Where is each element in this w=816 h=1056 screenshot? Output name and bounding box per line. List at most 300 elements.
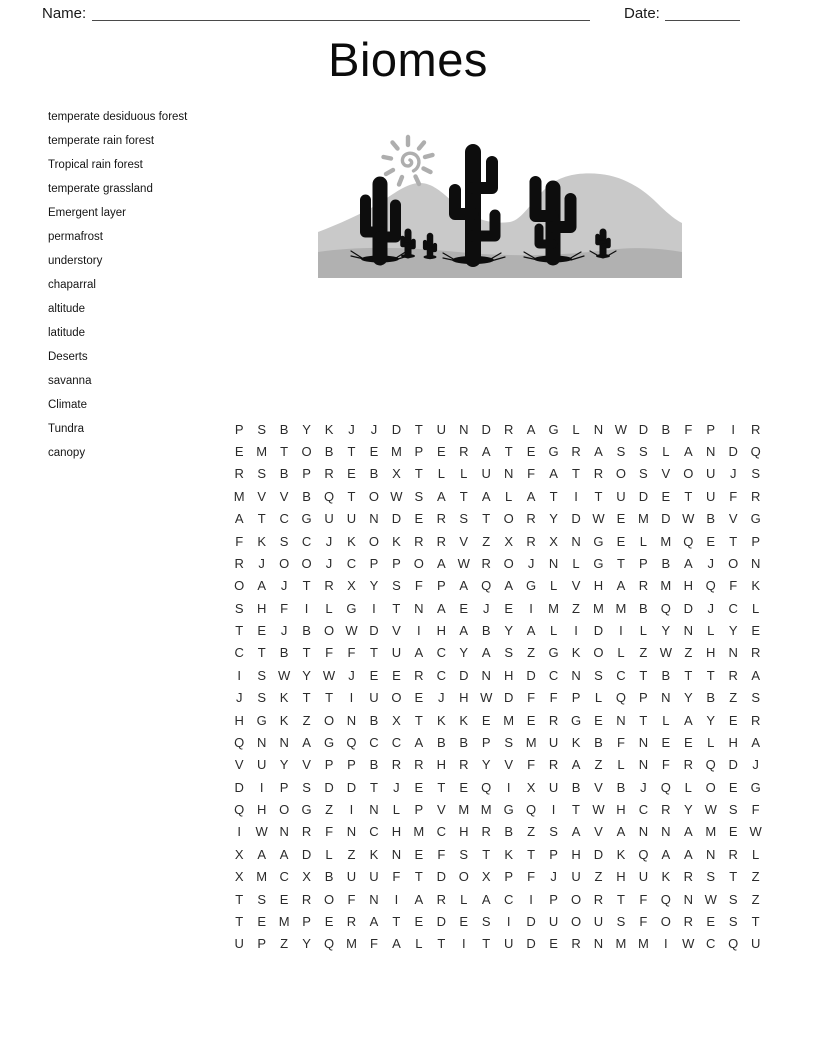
grid-letter: W: [704, 891, 717, 907]
grid-letter: R: [346, 913, 357, 929]
grid-letter: A: [414, 645, 424, 661]
grid-letter: N: [593, 936, 604, 952]
page-title: Biomes: [328, 33, 488, 86]
sun-icon: [384, 137, 433, 185]
grid-letter: T: [616, 891, 625, 907]
grid-letter: B: [279, 466, 289, 482]
grid-letter: L: [752, 600, 760, 616]
grid-letter: C: [728, 600, 738, 616]
grid-letter: I: [731, 421, 735, 437]
grid-letter: C: [234, 645, 244, 661]
grid-letter: A: [414, 891, 424, 907]
grid-letter: O: [368, 533, 379, 549]
grid-letter: U: [638, 869, 649, 885]
grid-letter: I: [259, 779, 264, 795]
grid-letter: Z: [751, 891, 760, 907]
grid-letter: S: [234, 600, 244, 616]
grid-letter: J: [235, 690, 243, 706]
grid-letter: Z: [729, 690, 738, 706]
grid-letter: F: [437, 846, 446, 862]
grid-letter: Q: [615, 690, 626, 706]
grid-letter: I: [372, 600, 376, 616]
grid-letter: Q: [750, 444, 761, 460]
grid-letter: A: [661, 846, 671, 862]
grid-letter: K: [616, 846, 626, 862]
grid-letter: S: [706, 869, 716, 885]
grid-letter: O: [413, 555, 424, 571]
word-list-item: chaparral: [48, 279, 96, 291]
grid-letter: L: [662, 712, 670, 728]
grid-letter: O: [615, 466, 626, 482]
grid-letter: V: [661, 466, 671, 482]
grid-letter: E: [683, 734, 693, 750]
grid-letter: I: [237, 824, 242, 840]
grid-letter: P: [414, 444, 424, 460]
grid-letter: B: [369, 466, 379, 482]
grid-letter: I: [304, 600, 309, 616]
grid-letter: N: [256, 734, 267, 750]
grid-letter: U: [616, 488, 626, 504]
grid-letter: I: [574, 488, 578, 504]
grid-letter: Y: [369, 578, 379, 594]
grid-letter: O: [301, 555, 312, 571]
grid-letter: A: [414, 734, 424, 750]
grid-letter: A: [526, 421, 536, 437]
grid-letter: B: [324, 444, 334, 460]
grid-letter: S: [639, 444, 648, 460]
grid-letter: K: [436, 712, 446, 728]
grid-letter: C: [548, 667, 559, 683]
grid-letter: I: [349, 802, 354, 818]
grid-letter: E: [549, 936, 558, 952]
grid-letter: Q: [638, 846, 649, 862]
grid-letter: P: [639, 690, 648, 706]
grid-letter: D: [346, 779, 357, 795]
grid-letter: E: [594, 712, 603, 728]
grid-letter: V: [257, 488, 267, 504]
grid-letter: L: [325, 600, 333, 616]
grid-letter: U: [593, 913, 604, 929]
grid-letter: E: [459, 779, 469, 795]
grid-letter: I: [237, 667, 242, 683]
grid-letter: P: [257, 936, 267, 952]
grid-letter: T: [639, 712, 648, 728]
grid-letter: N: [346, 712, 357, 728]
grid-letter: Z: [594, 757, 603, 773]
grid-letter: T: [706, 667, 715, 683]
grid-letter: Z: [325, 802, 334, 818]
grid-letter: S: [504, 734, 513, 750]
grid-letter: J: [550, 869, 557, 885]
grid-letter: L: [707, 623, 715, 639]
grid-letter: J: [280, 623, 288, 639]
grid-letter: Z: [302, 712, 311, 728]
grid-letter: N: [661, 824, 671, 840]
grid-letter: V: [594, 824, 603, 840]
grid-letter: Z: [347, 846, 356, 862]
grid-letter: R: [571, 936, 581, 952]
grid-letter: I: [349, 690, 354, 706]
grid-letter: F: [347, 891, 356, 907]
grid-letter: B: [481, 623, 491, 639]
grid-letter: Y: [279, 757, 289, 773]
grid-letter: W: [277, 667, 291, 683]
grid-letter: R: [436, 511, 446, 527]
grid-letter: E: [414, 913, 424, 929]
grid-letter: A: [481, 891, 491, 907]
grid-letter: Z: [751, 869, 760, 885]
grid-letter: T: [616, 555, 625, 571]
word-list: [48, 105, 187, 465]
grid-letter: R: [728, 667, 738, 683]
grid-letter: R: [459, 757, 469, 773]
grid-letter: E: [661, 488, 671, 504]
grid-letter: E: [526, 444, 536, 460]
grid-letter: H: [683, 578, 693, 594]
grid-letter: W: [480, 690, 493, 706]
grid-letter: U: [369, 690, 379, 706]
grid-letter: A: [683, 846, 693, 862]
grid-letter: F: [347, 645, 356, 661]
grid-letter: U: [571, 869, 581, 885]
grid-letter: M: [390, 444, 402, 460]
grid-letter: E: [616, 533, 626, 549]
grid-letter: R: [414, 757, 424, 773]
word-list-item: Tundra: [48, 423, 85, 435]
grid-letter: A: [392, 936, 401, 952]
grid-letter: H: [436, 623, 446, 639]
grid-letter: R: [638, 578, 649, 594]
grid-letter: R: [593, 466, 604, 482]
grid-letter: G: [301, 511, 312, 527]
grid-letter: C: [369, 734, 379, 750]
grid-letter: U: [548, 913, 559, 929]
grid-letter: T: [235, 913, 244, 929]
grid-letter: B: [279, 421, 289, 437]
grid-letter: D: [593, 846, 604, 862]
grid-letter: R: [526, 511, 536, 527]
grid-letter: Q: [323, 936, 335, 952]
grid-letter: G: [548, 645, 559, 661]
grid-letter: T: [414, 421, 423, 437]
grid-letter: Y: [549, 511, 558, 527]
grid-letter: X: [504, 533, 513, 549]
grid-letter: W: [345, 623, 358, 639]
grid-letter: Q: [481, 779, 492, 795]
grid-letter: D: [436, 869, 446, 885]
grid-letter: S: [751, 690, 760, 706]
grid-letter: U: [706, 488, 716, 504]
grid-letter: Y: [302, 667, 311, 683]
grid-letter: X: [302, 869, 311, 885]
grid-letter: K: [324, 421, 334, 437]
grid-letter: Q: [705, 757, 716, 773]
grid-letter: N: [279, 734, 289, 750]
grid-letter: F: [527, 869, 536, 885]
grid-letter: T: [729, 869, 738, 885]
word-list-item: Emergent layer: [48, 207, 126, 219]
grid-letter: X: [392, 466, 401, 482]
grid-letter: T: [549, 488, 558, 504]
grid-letter: H: [234, 712, 244, 728]
grid-letter: S: [639, 466, 648, 482]
grid-letter: T: [729, 533, 738, 549]
grid-letter: I: [619, 623, 623, 639]
grid-letter: F: [661, 757, 670, 773]
grid-letter: O: [570, 913, 582, 929]
grid-letter: Z: [527, 645, 536, 661]
grid-letter: Y: [683, 802, 693, 818]
grid-letter: P: [234, 421, 244, 437]
word-list-item: altitude: [48, 303, 86, 315]
grid-letter: G: [570, 712, 582, 728]
grid-letter: I: [506, 913, 511, 929]
grid-letter: E: [257, 913, 267, 929]
grid-letter: N: [638, 734, 649, 750]
grid-letter: E: [414, 511, 424, 527]
grid-letter: S: [459, 511, 469, 527]
grid-letter: N: [638, 824, 649, 840]
grid-letter: A: [302, 734, 311, 750]
grid-letter: C: [436, 667, 446, 683]
grid-letter: F: [527, 757, 536, 773]
grid-letter: A: [257, 578, 267, 594]
grid-letter: R: [683, 869, 693, 885]
grid-letter: I: [506, 779, 511, 795]
grid-letter: M: [637, 936, 649, 952]
grid-letter: S: [481, 913, 491, 929]
grid-letter: U: [548, 734, 559, 750]
grid-letter: T: [684, 667, 693, 683]
grid-letter: Q: [660, 891, 671, 907]
grid-letter: H: [706, 645, 716, 661]
grid-letter: W: [749, 824, 762, 840]
grid-letter: T: [572, 802, 580, 818]
grid-letter: F: [325, 824, 334, 840]
grid-letter: D: [301, 846, 312, 862]
grid-letter: T: [302, 645, 311, 661]
grid-letter: T: [302, 690, 311, 706]
grid-letter: D: [481, 421, 491, 437]
grid-letter: Z: [639, 645, 648, 661]
grid-letter: E: [234, 444, 244, 460]
grid-letter: W: [322, 667, 336, 683]
grid-letter: L: [572, 421, 580, 437]
grid-letter: J: [640, 779, 647, 795]
grid-letter: W: [390, 488, 403, 504]
grid-letter: I: [574, 623, 578, 639]
grid-letter: T: [392, 600, 401, 616]
grid-letter: V: [594, 779, 603, 795]
grid-letter: S: [751, 466, 760, 482]
grid-letter: Z: [684, 645, 693, 661]
grid-letter: T: [257, 645, 266, 661]
grid-letter: A: [436, 488, 446, 504]
grid-letter: N: [279, 824, 289, 840]
grid-letter: V: [436, 802, 446, 818]
grid-letter: F: [280, 600, 289, 616]
grid-letter: F: [751, 802, 760, 818]
grid-letter: E: [459, 913, 469, 929]
grid-letter: M: [705, 824, 717, 840]
grid-letter: Y: [706, 712, 716, 728]
grid-letter: R: [414, 533, 424, 549]
word-list-item: temperate grassland: [48, 183, 153, 195]
grid-letter: J: [258, 555, 265, 571]
word-list-item: temperate rain forest: [48, 135, 155, 147]
grid-letter: L: [639, 623, 647, 639]
grid-letter: O: [660, 913, 671, 929]
grid-letter: N: [571, 667, 581, 683]
grid-letter: F: [527, 690, 536, 706]
grid-letter: N: [414, 600, 424, 616]
grid-letter: O: [323, 891, 335, 907]
grid-letter: T: [414, 869, 423, 885]
grid-letter: G: [548, 421, 559, 437]
grid-letter: K: [392, 533, 401, 549]
grid-letter: U: [346, 869, 357, 885]
grid-letter: D: [526, 936, 536, 952]
word-list-item: canopy: [48, 447, 86, 459]
grid-letter: Y: [302, 421, 311, 437]
grid-letter: L: [594, 690, 603, 706]
grid-letter: N: [369, 891, 379, 907]
word-list-item: Tropical rain forest: [48, 159, 143, 171]
grid-letter: W: [682, 511, 695, 527]
grid-letter: D: [728, 757, 738, 773]
grid-letter: D: [593, 623, 604, 639]
grid-letter: M: [660, 578, 672, 594]
grid-letter: F: [414, 578, 423, 594]
grid-letter: W: [592, 802, 605, 818]
grid-letter: M: [503, 712, 515, 728]
grid-letter: R: [526, 533, 536, 549]
word-list-item: Climate: [48, 399, 87, 411]
grid-letter: F: [235, 533, 244, 549]
grid-letter: T: [639, 667, 648, 683]
grid-letter: E: [414, 779, 424, 795]
grid-letter: L: [437, 466, 445, 482]
grid-letter: E: [324, 913, 334, 929]
grid-letter: A: [257, 846, 267, 862]
grid-letter: S: [549, 824, 558, 840]
grid-letter: S: [594, 667, 603, 683]
grid-letter: R: [324, 578, 334, 594]
grid-letter: G: [323, 734, 335, 750]
grid-letter: D: [526, 913, 536, 929]
grid-letter: J: [527, 555, 535, 571]
grid-letter: T: [347, 444, 356, 460]
date-blank-line: [665, 0, 740, 21]
grid-letter: I: [529, 600, 533, 616]
grid-letter: T: [594, 488, 603, 504]
grid-letter: N: [683, 623, 693, 639]
grid-letter: H: [391, 824, 402, 840]
grid-letter: S: [257, 466, 267, 482]
grid-letter: P: [436, 578, 446, 594]
grid-letter: P: [706, 421, 716, 437]
grid-letter: S: [302, 779, 311, 795]
grid-letter: P: [504, 869, 513, 885]
grid-letter: W: [592, 511, 605, 527]
grid-letter: C: [391, 734, 402, 750]
grid-letter: N: [548, 555, 559, 571]
grid-letter: D: [638, 488, 649, 504]
grid-letter: M: [615, 600, 627, 616]
grid-letter: D: [391, 421, 402, 437]
grid-letter: X: [481, 869, 491, 885]
grid-letter: V: [728, 511, 738, 527]
grid-letter: Q: [660, 779, 671, 795]
grid-letter: T: [437, 936, 446, 952]
grid-letter: S: [504, 645, 513, 661]
grid-letter: E: [751, 623, 760, 639]
grid-letter: X: [234, 869, 244, 885]
grid-letter: D: [436, 913, 446, 929]
grid-letter: N: [706, 846, 716, 862]
word-list-item: understory: [48, 255, 103, 267]
word-list-item: savanna: [48, 375, 92, 387]
grid-letter: O: [728, 555, 739, 571]
grid-letter: N: [503, 466, 514, 482]
grid-letter: R: [593, 891, 604, 907]
name-blank-line: [92, 0, 590, 21]
grid-letter: R: [301, 824, 312, 840]
grid-letter: P: [324, 757, 334, 773]
grid-letter: U: [369, 869, 379, 885]
grid-letter: K: [279, 690, 289, 706]
grid-letter: P: [302, 466, 311, 482]
grid-letter: C: [369, 824, 379, 840]
grid-letter: M: [256, 869, 268, 885]
grid-letter: I: [394, 891, 399, 907]
grid-letter: A: [683, 444, 693, 460]
grid-letter: X: [234, 846, 244, 862]
grid-letter: U: [391, 645, 402, 661]
grid-letter: K: [661, 869, 671, 885]
grid-letter: Q: [234, 734, 245, 750]
grid-letter: N: [683, 891, 693, 907]
grid-letter: P: [549, 891, 558, 907]
grid-letter: G: [346, 600, 357, 616]
grid-letter: D: [728, 444, 738, 460]
grid-letter: N: [481, 667, 491, 683]
grid-letter: J: [707, 600, 714, 616]
grid-letter: L: [707, 734, 715, 750]
grid-letter: K: [751, 578, 760, 594]
grid-letter: B: [706, 690, 716, 706]
grid-letter: T: [235, 891, 244, 907]
grid-letter: D: [526, 667, 536, 683]
grid-letter: W: [704, 802, 717, 818]
grid-letter: T: [347, 488, 356, 504]
grid-letter: G: [750, 779, 761, 795]
grid-letter: I: [417, 623, 421, 639]
grid-letter: L: [617, 757, 625, 773]
grid-letter: T: [527, 846, 536, 862]
word-list-item: latitude: [48, 327, 86, 339]
grid-letter: L: [752, 846, 760, 862]
grid-letter: K: [347, 533, 356, 549]
grid-letter: A: [481, 444, 491, 460]
grid-letter: R: [436, 891, 446, 907]
name-label: Name:: [42, 5, 87, 22]
grid-letter: N: [369, 802, 379, 818]
grid-letter: D: [661, 511, 671, 527]
grid-letter: G: [301, 802, 312, 818]
grid-letter: C: [346, 555, 357, 571]
grid-letter: E: [728, 712, 738, 728]
